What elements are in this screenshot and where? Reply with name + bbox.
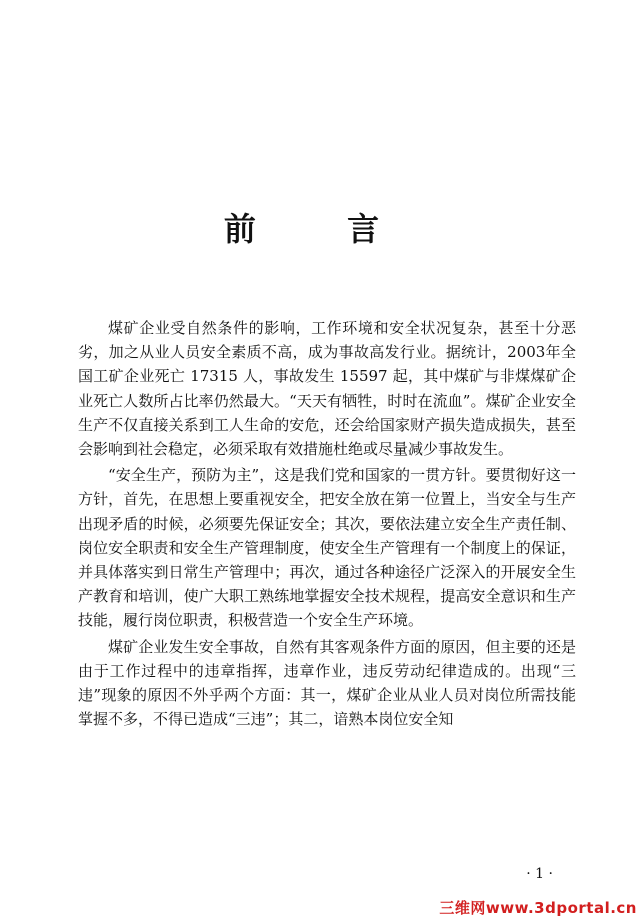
paragraph-1: 煤矿企业受自然条件的影响，工作环境和安全状况复杂，甚至十分恶劣，加之从业人员安全素质不高，成为事故高发行业。据统计，2003年全国工矿企业死亡 17315 人，事故发生 15597 起，其中煤矿与非煤煤矿企业死亡人数所占比率仍然最大。“天天有牺牲，时时在流血”。煤矿企业安全生产不仅直接关系到工人生命的安危，还会给国家财产损失造成损失，甚至会影响到社会稳定，必须采取有效措施杜绝或尽量减少事故发生。: [78, 319, 576, 459]
page-number: · 1 ·: [526, 866, 553, 882]
paragraph-2: “安全生产，预防为主”，这是我们党和国家的一贯方针。要贯彻好这一方针，首先，在思想上要重视安全，把安全放在第一位置上，当安全与生产出现矛盾的时候，必须要先保证安全；其次，要依法建立安全生产责任制、岗位安全职责和安全生产管理制度，使安全生产管理有一个制度上的保证，并具体落实到日常生产管理中；再次，通过各种途径广泛深入的开展安全生产教育和培训，使广大职工熟练地掌握安全技术规程，提高安全意识和生产技能，履行岗位职责，积极营造一个安全生产环境。: [78, 466, 576, 630]
paragraph-3: 煤矿企业发生安全事故，自然有其客观条件方面的原因，但主要的还是由于工作过程中的违章指挥，违章作业，违反劳动纪律造成的。出现“三违”现象的原因不外乎两个方面：其一，煤矿企业从业人员对岗位所需技能掌握不多，不得已造成“三违”；其二，谙熟本岗位安全知: [78, 637, 576, 729]
body-text: [78, 316, 576, 731]
page-title: 前 言: [223, 210, 420, 248]
watermark: 三维网www.3dportal.cn: [439, 899, 637, 917]
